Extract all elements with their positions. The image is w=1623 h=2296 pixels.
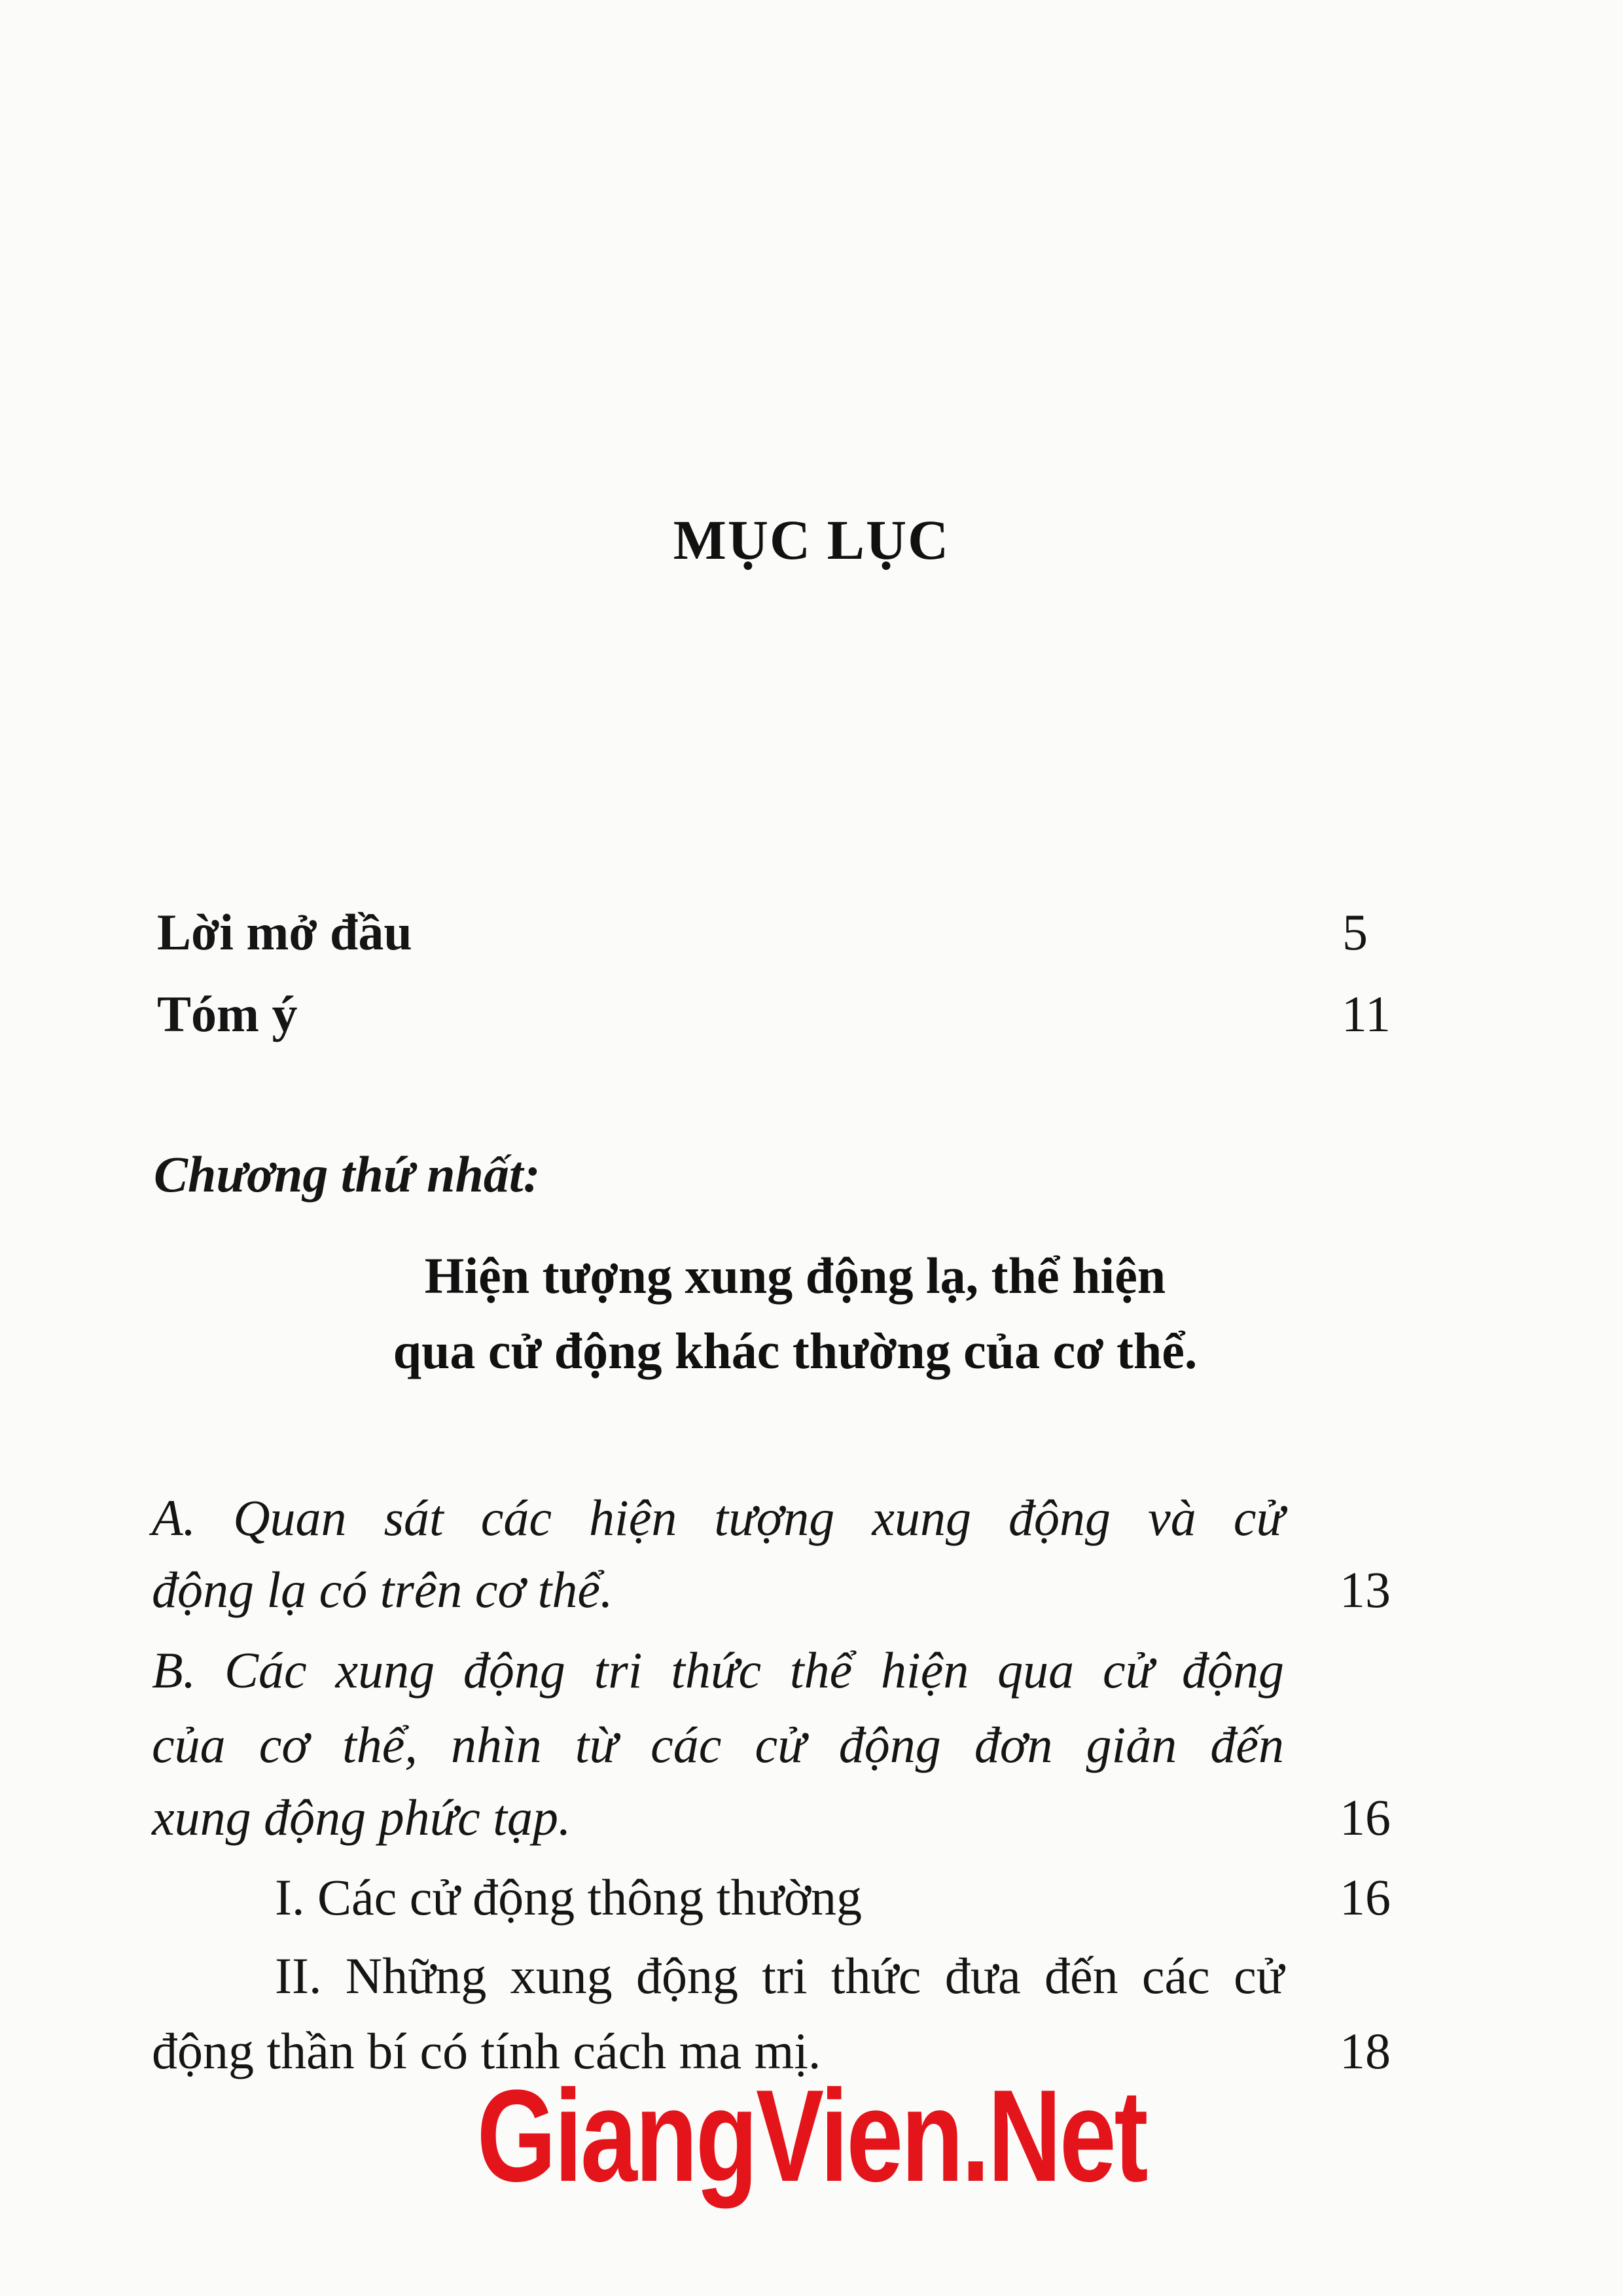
- page-title: MỤC LỤC: [673, 508, 950, 571]
- toc-entry-page: 13: [1340, 1561, 1391, 1618]
- chapter-label: Chương thứ nhất:: [154, 1146, 541, 1203]
- toc-section-line: A. Quan sát các hiện tượng xung động và cử: [152, 1489, 1284, 1546]
- watermark-logo: GiangVien.Net: [476, 2063, 1147, 2209]
- toc-entry-page: 16: [1340, 1869, 1391, 1926]
- toc-entry-page: 16: [1340, 1789, 1391, 1846]
- toc-entry-page: 18: [1340, 2022, 1391, 2079]
- toc-subsection-line: I. Các cử động thông thường: [275, 1869, 862, 1926]
- chapter-title-line: qua cử động khác thường của cơ thể.: [393, 1322, 1198, 1379]
- toc-section-line: động lạ có trên cơ thể.: [152, 1561, 613, 1618]
- toc-section-line: của cơ thể, nhìn từ các cử động đơn giản đến: [152, 1716, 1284, 1773]
- chapter-title-line: Hiện tượng xung động lạ, thể hiện: [424, 1247, 1166, 1304]
- toc-subsection-line: II. Những xung động tri thức đưa đến các cử: [275, 1947, 1284, 2004]
- toc-entry-label: Tóm ý: [157, 985, 298, 1042]
- toc-section-line: B. Các xung động tri thức thể hiện qua cử động: [152, 1642, 1284, 1699]
- toc-entry-page: 5: [1342, 904, 1368, 961]
- toc-section-line: xung động phức tạp.: [152, 1789, 571, 1846]
- toc-subsection-line: động thần bí có tính cách ma mị.: [152, 2022, 821, 2079]
- toc-entry-label: Lời mở đầu: [157, 904, 412, 961]
- toc-entry-page: 11: [1341, 985, 1391, 1042]
